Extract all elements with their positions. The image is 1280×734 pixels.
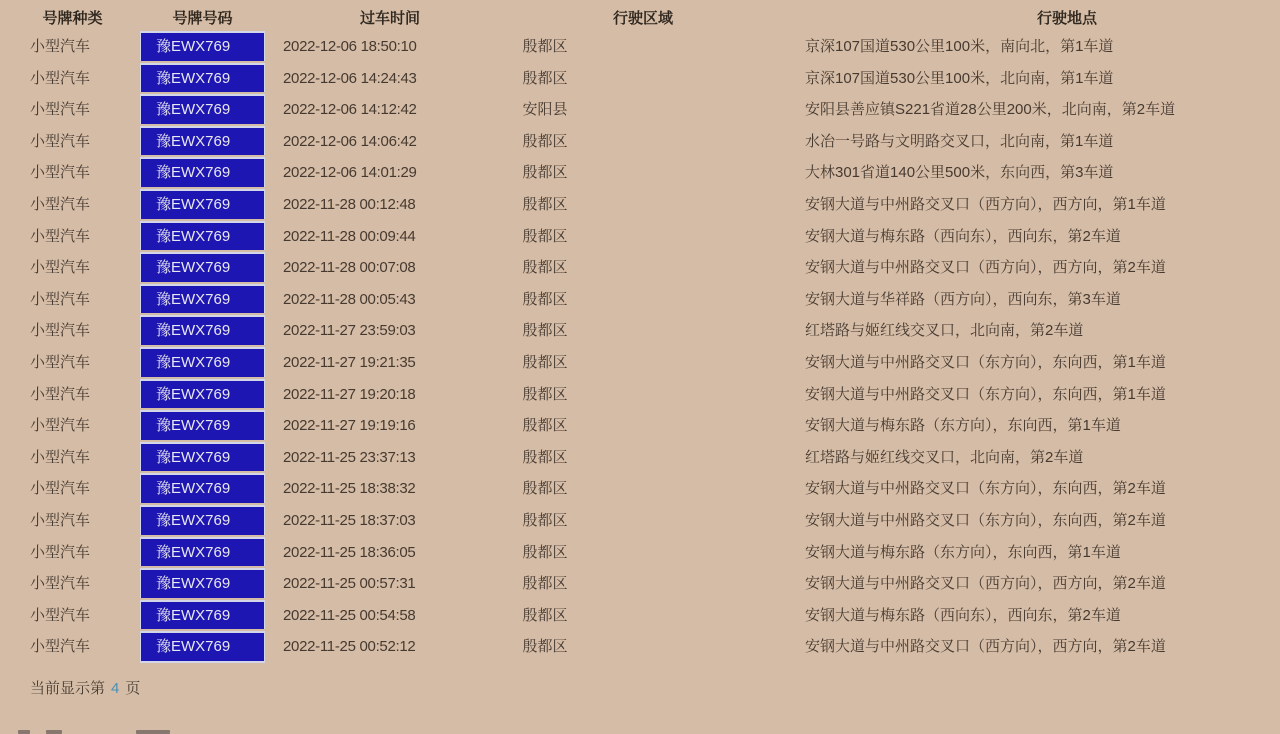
table-row	[0, 31, 1280, 63]
location-cell: 安钢大道与中州路交叉口（东方向），东向西，第2车道	[805, 511, 1166, 529]
table-row	[0, 410, 1280, 442]
district-cell: 殷都区	[522, 606, 568, 624]
plate-number-cell[interactable]: 豫EWX769	[140, 31, 265, 61]
plate-type-cell: 小型汽车	[30, 480, 91, 498]
location-cell: 安钢大道与梅东路（东方向），东向西，第1车道	[805, 417, 1121, 435]
district-cell: 殷都区	[522, 417, 568, 435]
plate-number-cell[interactable]: 豫EWX769	[140, 442, 265, 472]
table-row	[0, 473, 1280, 505]
plate-type-cell: 小型汽车	[30, 322, 91, 340]
table-row	[0, 631, 1280, 663]
pass-time-cell: 2022-11-28 00:09:44	[283, 227, 416, 245]
plate-number-cell[interactable]: 豫EWX769	[140, 63, 265, 93]
plate-number-cell[interactable]: 豫EWX769	[140, 94, 265, 124]
pass-time-cell: 2022-11-27 19:21:35	[283, 353, 416, 371]
district-cell: 殷都区	[522, 69, 568, 87]
plate-type-cell: 小型汽车	[30, 417, 91, 435]
location-cell: 水冶一号路与文明路交叉口，北向南，第1车道	[805, 132, 1114, 150]
plate-number-cell[interactable]: 豫EWX769	[140, 221, 265, 251]
pass-time-cell: 2022-11-25 18:37:03	[283, 511, 416, 529]
location-cell: 安钢大道与中州路交叉口（西方向），西方向，第1车道	[805, 195, 1166, 213]
column-header-plate-number: 号牌号码	[172, 10, 233, 27]
plate-type-cell: 小型汽车	[30, 132, 91, 150]
pass-time-cell: 2022-12-06 14:06:42	[283, 132, 417, 150]
pass-time-cell: 2022-11-25 00:57:31	[283, 575, 416, 593]
table-row	[0, 347, 1280, 379]
table-row	[0, 126, 1280, 158]
location-cell: 京深107国道530公里100米，南向北，第1车道	[805, 38, 1114, 55]
pass-time-cell: 2022-11-25 23:37:13	[283, 448, 416, 466]
plate-number-cell[interactable]: 豫EWX769	[140, 505, 265, 535]
district-cell: 殷都区	[522, 638, 568, 656]
column-header-location: 行驶地点	[1036, 10, 1097, 27]
pass-time-cell: 2022-11-28 00:05:43	[283, 290, 416, 308]
plate-number-cell[interactable]: 豫EWX769	[140, 347, 265, 377]
pass-time-cell: 2022-11-25 00:54:58	[283, 606, 416, 624]
plate-number-cell[interactable]: 豫EWX769	[140, 631, 265, 663]
plate-type-cell: 小型汽车	[30, 385, 91, 403]
pass-time-cell: 2022-12-06 14:24:43	[283, 69, 417, 87]
table-body	[0, 31, 1280, 663]
pass-time-cell: 2022-11-25 00:52:12	[283, 638, 416, 656]
district-cell: 殷都区	[522, 322, 568, 340]
pass-time-cell: 2022-11-28 00:12:48	[283, 195, 416, 213]
plate-type-cell: 小型汽车	[30, 38, 91, 55]
location-cell: 安阳县善应镇S221省道28公里200米，北向南，第2车道	[805, 101, 1176, 119]
location-cell: 安钢大道与梅东路（西向东），西向东，第2车道	[805, 227, 1121, 245]
district-cell: 安阳县	[522, 101, 568, 119]
pass-time-cell: 2022-11-28 00:07:08	[283, 259, 416, 277]
page-indicator	[30, 677, 140, 698]
location-cell: 安钢大道与华祥路（西方向），西向东，第3车道	[805, 290, 1121, 308]
column-header-plate-type: 号牌种类	[42, 10, 103, 27]
pass-time-cell: 2022-12-06 14:01:29	[283, 164, 417, 182]
location-cell: 京深107国道530公里100米，北向南，第1车道	[805, 69, 1114, 87]
district-cell: 殷都区	[522, 448, 568, 466]
plate-number-cell[interactable]: 豫EWX769	[140, 157, 265, 187]
table-row	[0, 252, 1280, 284]
plate-type-cell: 小型汽车	[30, 101, 91, 119]
location-cell: 安钢大道与梅东路（东方向），东向西，第1车道	[805, 543, 1121, 561]
plate-number-cell[interactable]: 豫EWX769	[140, 252, 265, 282]
pass-time-cell: 2022-11-27 19:20:18	[283, 385, 416, 403]
table-row	[0, 63, 1280, 95]
location-cell: 安钢大道与梅东路（西向东），西向东，第2车道	[805, 606, 1121, 624]
plate-type-cell: 小型汽车	[30, 511, 91, 529]
plate-type-cell: 小型汽车	[30, 164, 91, 182]
district-cell: 殷都区	[522, 385, 568, 403]
plate-type-cell: 小型汽车	[30, 638, 91, 656]
plate-type-cell: 小型汽车	[30, 543, 91, 561]
table-row	[0, 157, 1280, 189]
pass-time-cell: 2022-12-06 14:12:42	[283, 101, 417, 119]
table-row	[0, 505, 1280, 537]
table-row	[0, 568, 1280, 600]
district-cell: 殷都区	[522, 353, 568, 371]
page-indicator-prefix: 当前显示第	[30, 680, 106, 697]
pass-time-cell: 2022-11-25 18:38:32	[283, 480, 416, 498]
table-row	[0, 189, 1280, 221]
plate-type-cell: 小型汽车	[30, 353, 91, 371]
district-cell: 殷都区	[522, 164, 568, 182]
plate-number-cell[interactable]: 豫EWX769	[140, 379, 265, 409]
plate-number-cell[interactable]: 豫EWX769	[140, 189, 265, 219]
location-cell: 安钢大道与中州路交叉口（西方向），西方向，第2车道	[805, 575, 1166, 593]
plate-number-cell[interactable]: 豫EWX769	[140, 473, 265, 503]
page-indicator-suffix: 页	[125, 680, 141, 697]
district-cell: 殷都区	[522, 132, 568, 150]
table-row	[0, 94, 1280, 126]
plate-type-cell: 小型汽车	[30, 195, 91, 213]
table-row	[0, 284, 1280, 316]
location-cell: 安钢大道与中州路交叉口（西方向），西方向，第2车道	[805, 638, 1166, 656]
table-row	[0, 600, 1280, 632]
location-cell: 红塔路与姬红线交叉口，北向南，第2车道	[805, 322, 1084, 340]
pass-time-cell: 2022-12-06 18:50:10	[283, 38, 417, 55]
location-cell: 安钢大道与中州路交叉口（东方向），东向西，第1车道	[805, 353, 1166, 371]
page-number: 4	[111, 680, 120, 697]
plate-number-cell[interactable]: 豫EWX769	[140, 126, 265, 156]
table-row	[0, 379, 1280, 411]
district-cell: 殷都区	[522, 38, 568, 55]
district-cell: 殷都区	[522, 259, 568, 277]
plate-type-cell: 小型汽车	[30, 290, 91, 308]
plate-type-cell: 小型汽车	[30, 259, 91, 277]
plate-type-cell: 小型汽车	[30, 575, 91, 593]
district-cell: 殷都区	[522, 480, 568, 498]
location-cell: 大林301省道140公里500米，东向西，第3车道	[805, 164, 1114, 182]
location-cell: 安钢大道与中州路交叉口（西方向），西方向，第2车道	[805, 259, 1166, 277]
plate-type-cell: 小型汽车	[30, 606, 91, 624]
column-header-district: 行驶区域	[612, 10, 673, 27]
table-row	[0, 221, 1280, 253]
plate-number-cell[interactable]: 豫EWX769	[140, 315, 265, 345]
plate-number-cell[interactable]: 豫EWX769	[140, 284, 265, 314]
district-cell: 殷都区	[522, 543, 568, 561]
column-header-pass-time: 过车时间	[359, 10, 420, 27]
plate-number-cell[interactable]: 豫EWX769	[140, 568, 265, 598]
district-cell: 殷都区	[522, 575, 568, 593]
table-row	[0, 537, 1280, 569]
plate-type-cell: 小型汽车	[30, 69, 91, 87]
plate-number-cell[interactable]: 豫EWX769	[140, 410, 265, 440]
district-cell: 殷都区	[522, 290, 568, 308]
pass-time-cell: 2022-11-27 19:19:16	[283, 417, 416, 435]
location-cell: 安钢大道与中州路交叉口（东方向），东向西，第1车道	[805, 385, 1166, 403]
district-cell: 殷都区	[522, 227, 568, 245]
location-cell: 安钢大道与中州路交叉口（东方向），东向西，第2车道	[805, 480, 1166, 498]
table-row	[0, 442, 1280, 474]
pass-time-cell: 2022-11-27 23:59:03	[283, 322, 416, 340]
pass-time-cell: 2022-11-25 18:36:05	[283, 543, 416, 561]
location-cell: 红塔路与姬红线交叉口，北向南，第2车道	[805, 448, 1084, 466]
plate-number-cell[interactable]: 豫EWX769	[140, 537, 265, 567]
table-row	[0, 315, 1280, 347]
plate-type-cell: 小型汽车	[30, 227, 91, 245]
district-cell: 殷都区	[522, 511, 568, 529]
plate-type-cell: 小型汽车	[30, 448, 91, 466]
plate-number-cell[interactable]: 豫EWX769	[140, 600, 265, 630]
table-header	[0, 7, 1280, 25]
district-cell: 殷都区	[522, 195, 568, 213]
